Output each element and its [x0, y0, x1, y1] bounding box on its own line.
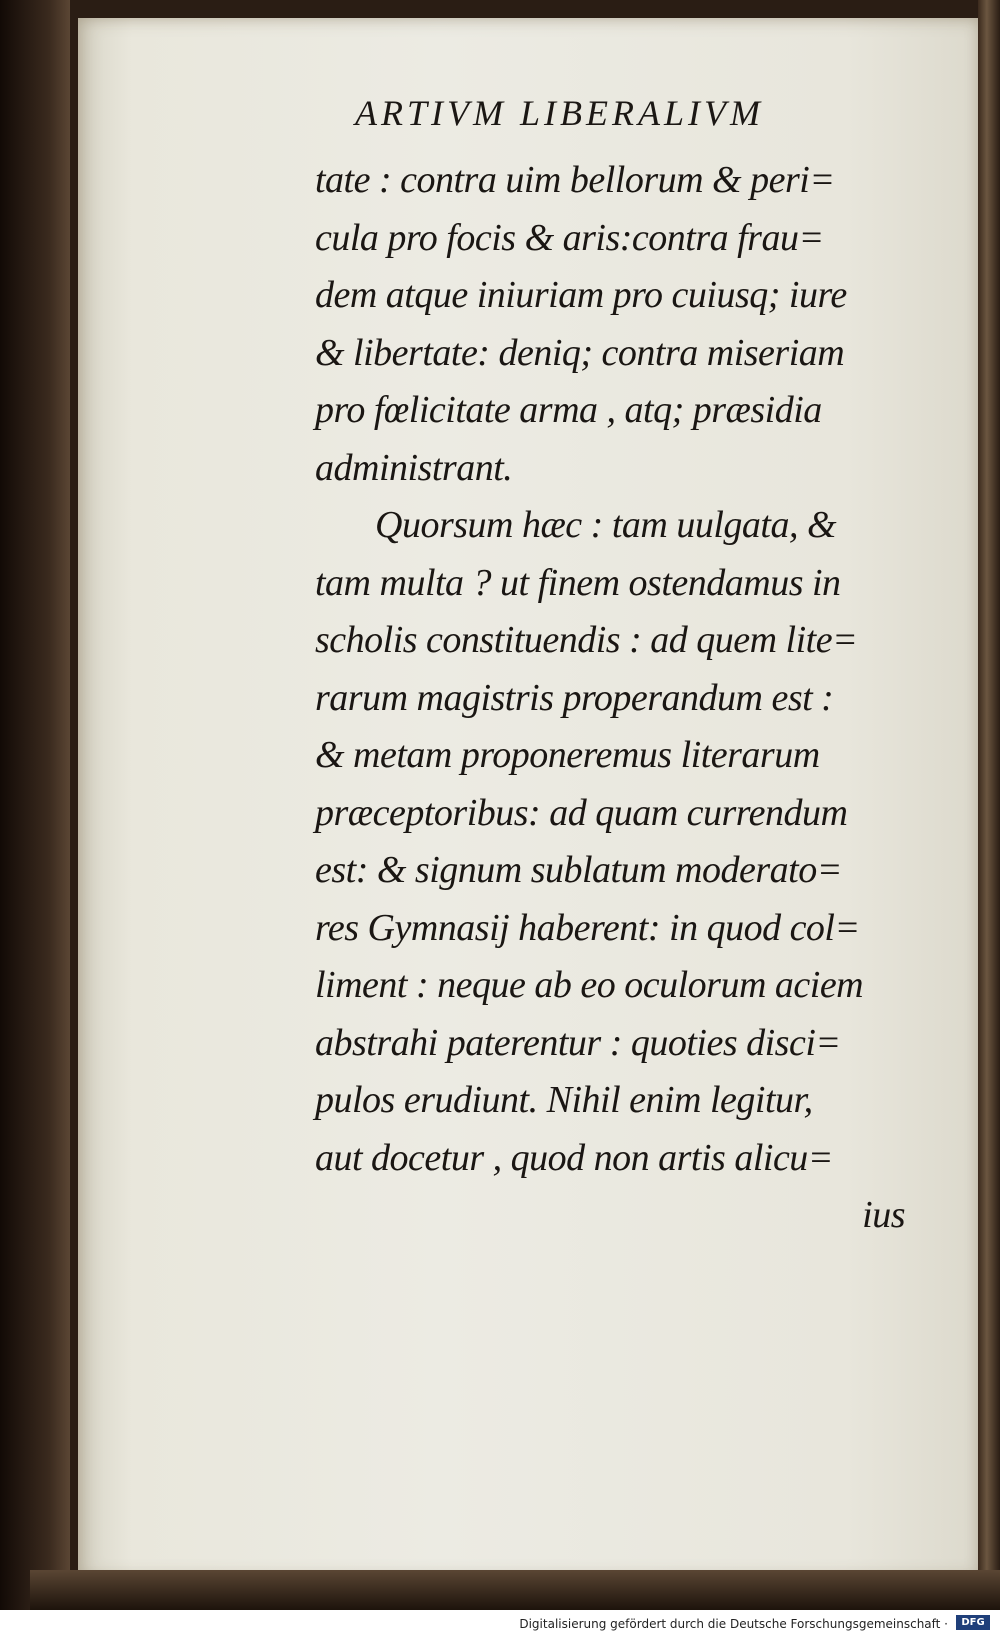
funding-credit: Digitalisierung gefördert durch die Deutsche Forschungsgemeinschaft · — [519, 1617, 948, 1631]
text-line: & metam proponeremus literarum — [315, 734, 820, 776]
text-line: Quorsum hæc : tam uulgata, & — [375, 504, 836, 546]
text-line: rarum magistris properandum est : — [315, 676, 834, 719]
text-line: res Gymnasij haberent: in quod col= — [315, 906, 860, 949]
text-line: tam multa ? ut finem ostendamus in — [315, 561, 841, 604]
text-line: est: & signum sublatum moderato= — [315, 849, 842, 891]
body-text — [315, 152, 915, 1245]
text-line: dem atque iniuriam pro cuiusq; iure — [315, 274, 847, 316]
text-line: & libertate: deniq; contra miseriam — [315, 331, 845, 374]
text-line: aut docetur , quod non artis alicu= — [315, 1136, 833, 1179]
text-line: cula pro focis & aris:contra frau= — [315, 216, 824, 259]
catchword: ius — [862, 1194, 905, 1236]
text-line: tate : contra uim bellorum & peri= — [315, 159, 835, 201]
text-line: pulos erudiunt. Nihil enim legitur, — [315, 1079, 813, 1121]
text-line: præceptoribus: ad quam currendum — [315, 791, 848, 834]
page-bottom-edge — [30, 1570, 1000, 1610]
text-line: abstrahi paterentur : quoties disci= — [315, 1021, 841, 1064]
dfg-logo: DFG — [956, 1615, 990, 1630]
text-line: administrant. — [315, 446, 513, 489]
text-line: liment : neque ab eo oculorum aciem — [315, 964, 864, 1006]
text-line: scholis constituendis : ad quem lite= — [315, 619, 858, 661]
page-edge — [978, 0, 1000, 1610]
text-line: pro fœlicitate arma , atq; præsidia — [315, 389, 822, 431]
running-title: ARTIVM LIBERALIVM — [355, 93, 764, 133]
